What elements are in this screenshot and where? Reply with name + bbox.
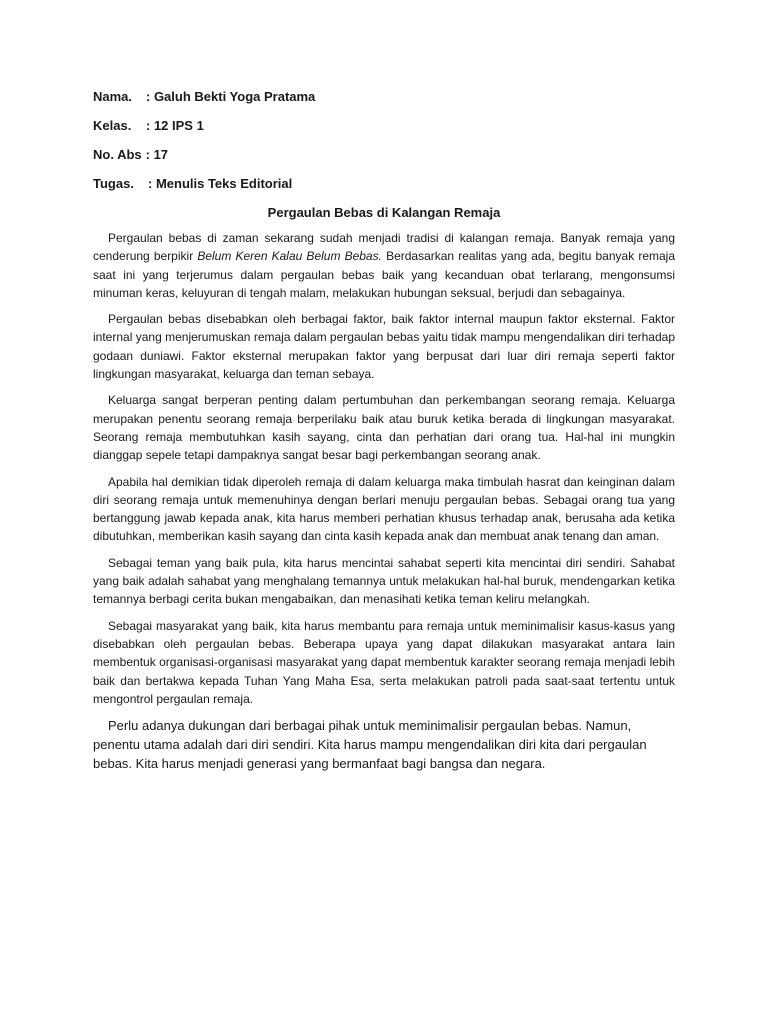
name-label: Nama. — [93, 89, 133, 104]
paragraph-2: Pergaulan bebas disebabkan oleh berbagai faktor, baik faktor internal maupun faktor eksternal. Faktor internal yang menjerumuskan remaja dalam pergaulan bebas yaitu tidak mampu mengendalikan diri terhadap godaan duniawi. Faktor eksternal merupakan faktor yang berpusat dari luar diri remaja seperti faktor lingkungan masyarakat, keluarga dan teman sebaya. — [93, 312, 675, 382]
document-title: Pergaulan Bebas di Kalangan Remaja — [267, 205, 501, 220]
task-label: Tugas. — [93, 176, 134, 191]
class-label: Kelas. — [93, 118, 132, 133]
paragraph-3: Keluarga sangat berperan penting dalam pertumbuhan dan perkembangan seorang remaja. Keluarga merupakan penentu seorang remaja berperilaku baik atau buruk ketika berada di lingkungan masyarakat. Seorang remaja membutuhkan kasih sayang, cinta dan perhatian dari orang tua. Hal-hal ini mungkin dianggap sepele tetapi dampaknya sangat besar bagi perkembangan seorang anak. — [93, 393, 675, 463]
document-body — [93, 229, 675, 781]
paragraph-6: Sebagai masyarakat yang baik, kita harus membantu para remaja untuk meminimalisir kasus-kasus yang disebabkan oleh pergaulan bebas. Beberapa upaya yang dapat dilakukan masyarakat antara lain membentuk organisasi-organisasi masyarakat yang dapat membentuk karakter seorang remaja menjadi lebih baik dan bertakwa kepada Tuhan Yang Maha Esa, serta melakukan patroli pada saat-saat tertentu untuk mengontrol pergaulan remaja. — [93, 618, 675, 706]
paragraph-1-italic: Belum Keren Kalau Belum Bebas. — [197, 249, 382, 264]
paragraph-4: Apabila hal demikian tidak diperoleh remaja di dalam keluarga maka timbulah hasrat dan keinginan dalam diri seorang remaja untuk memenuhinya dengan berlari menuju pergaulan bebas. Sebagai orang tua yang bertanggung jawab kepada anak, kita harus memberi perhatian khusus terhadap anak, berusaha ada ketika dibutuhkan, memberikan kasih sayang dan cinta kasih kepada anak dan membuat anak tenang dan aman. — [93, 474, 675, 544]
paragraph-5: Sebagai teman yang baik pula, kita harus mencintai sahabat seperti kita mencintai diri sendiri. Sahabat yang baik adalah sahabat yang menghalang temannya untuk melakukan hal-hal buruk, mendengarkan ketika temannya berbagi cerita bukan mengabaikan, dan menasihati ketika teman keliru melangkah. — [93, 555, 675, 607]
task-row — [93, 175, 315, 193]
name-row — [93, 88, 315, 106]
student-info — [93, 88, 315, 204]
paragraph-1-text-a: Pergaulan bebas di zaman sekarang sudah menjadi tradisi di kalangan remaja. Banyak remaja yang cenderung berpikir — [93, 231, 675, 264]
class-row — [93, 117, 315, 135]
task-value: : Menulis Teks Editorial — [148, 176, 293, 191]
name-value: : Galuh Bekti Yoga Pratama — [146, 89, 316, 104]
absence-number-label: No. Abs — [93, 147, 142, 162]
paragraph-1-text-b: Berdasarkan realitas yang ada, begitu banyak remaja saat ini yang terjerumus dalam pergaulan bebas baik yang kecanduan obat terlarang, mengonsumsi minuman keras, keluyuran di tengah malam, melakukan hubungan seksual, berjudi dan sebagainya. — [93, 249, 675, 300]
absence-number-row — [93, 146, 315, 164]
absence-number-value: : 17 — [145, 147, 169, 162]
class-value: : 12 IPS 1 — [146, 118, 204, 133]
paragraph-7: Perlu adanya dukungan dari berbagai pihak untuk meminimalisir pergaulan bebas. Namun, penentu utama adalah dari diri sendiri. Kita harus mampu mengendalikan diri kita dari pergaulan bebas. Kita harus menjadi generasi yang bermanfaat bagi bangsa dan negara. — [93, 718, 647, 772]
paragraph-1 — [93, 229, 675, 302]
